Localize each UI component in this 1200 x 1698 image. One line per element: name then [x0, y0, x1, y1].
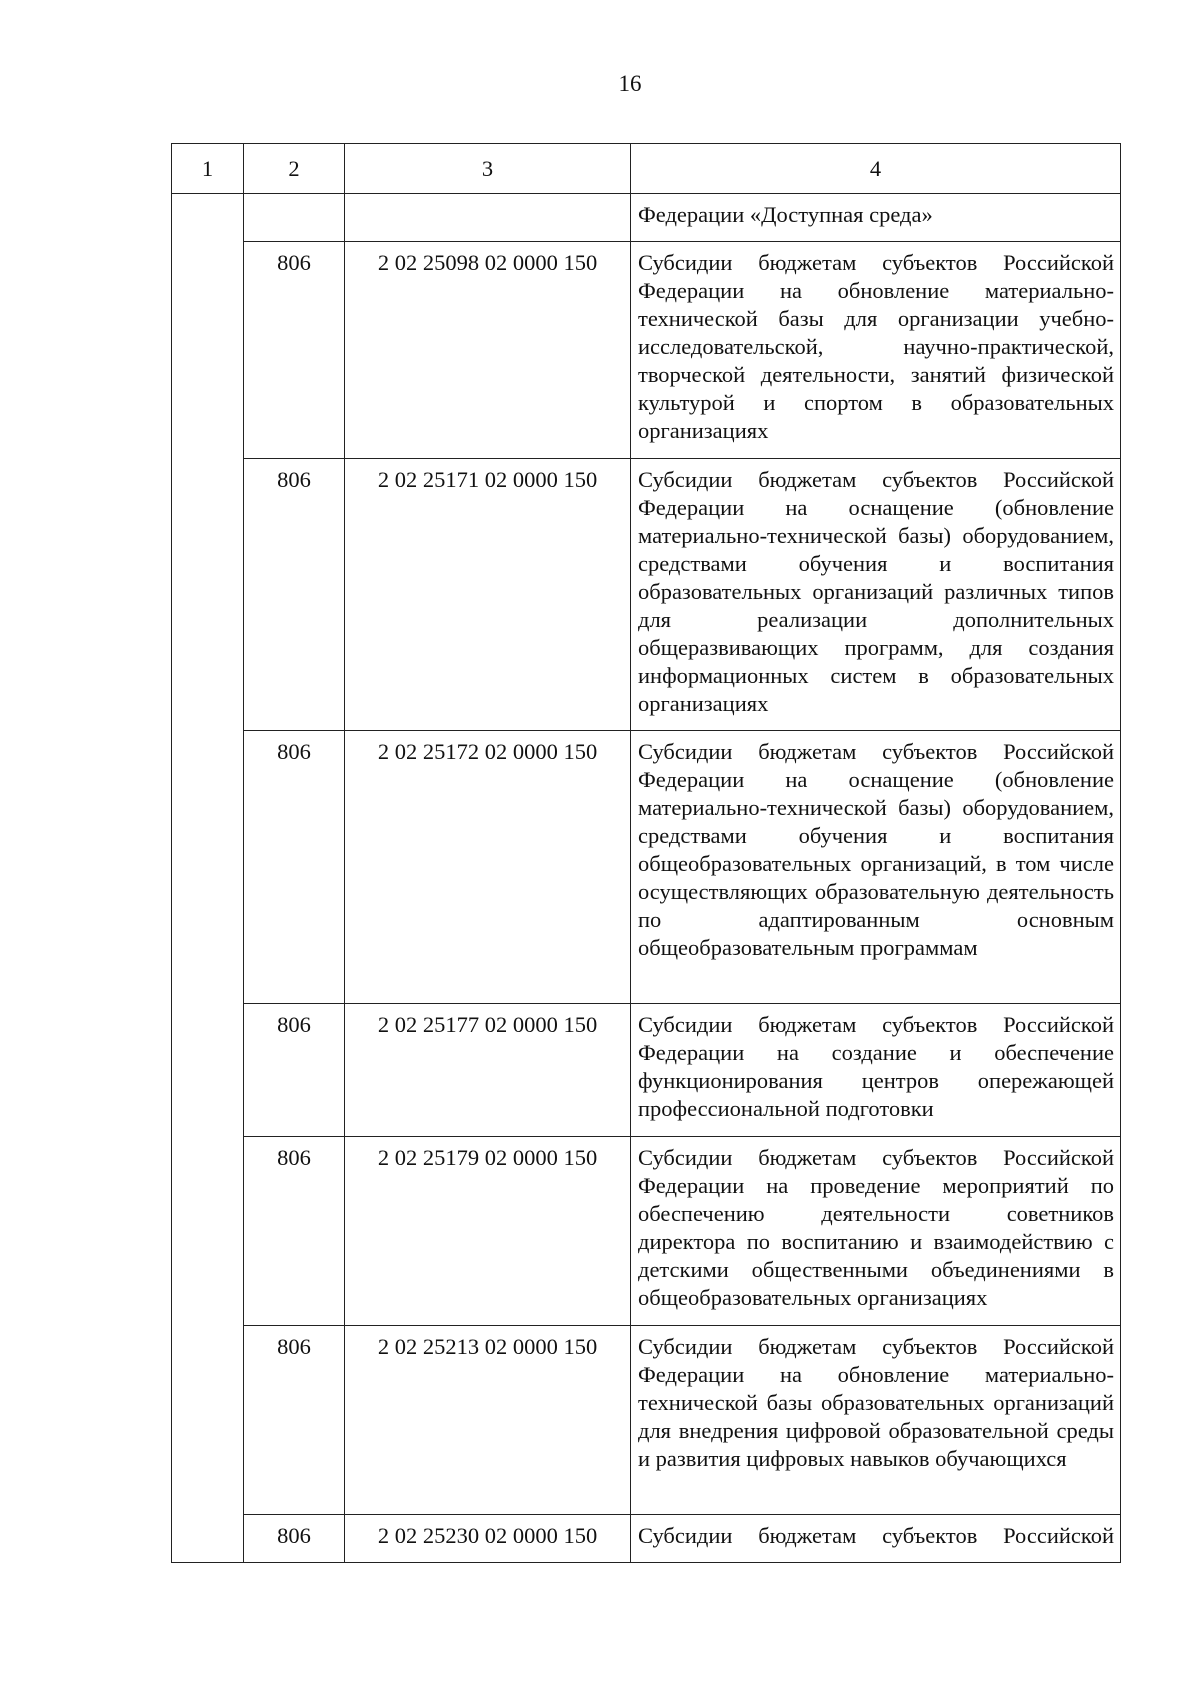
table-header-row: [172, 144, 1121, 194]
revenue-code-cell: [345, 194, 631, 242]
admin-code-cell: [244, 194, 345, 242]
revenue-code-cell: 2 02 25177 02 0000 150: [345, 1004, 631, 1137]
description-cell: Субсидии бюджетам субъектов Российской Федерации на оснащение (обновление материально-технической базы) оборудованием, средствами обучения и воспитания общеобразовательных организаций, в том числе осуществляющих образовательную деятельность по адаптированным основным общеобразовательным программам: [631, 731, 1121, 1004]
page-number: 16: [618, 71, 642, 96]
budget-classification-table: [171, 143, 1121, 1563]
revenue-code-cell: 2 02 25179 02 0000 150: [345, 1137, 631, 1326]
column-header-2: 2: [244, 144, 345, 194]
admin-code-cell: 806: [244, 1004, 345, 1137]
table-row: [172, 459, 1121, 731]
table-row: [172, 1515, 1121, 1563]
column-header-3: 3: [345, 144, 631, 194]
revenue-code-cell: 2 02 25172 02 0000 150: [345, 731, 631, 1004]
description-cell: Субсидии бюджетам субъектов Российской Федерации на создание и обеспечение функционирования центров опережающей профессиональной подготовки: [631, 1004, 1121, 1137]
admin-code-cell: 806: [244, 242, 345, 459]
admin-code-cell: 806: [244, 731, 345, 1004]
revenue-code-cell: 2 02 25230 02 0000 150: [345, 1515, 631, 1563]
revenue-code-cell: 2 02 25213 02 0000 150: [345, 1326, 631, 1515]
admin-code-cell: 806: [244, 1137, 345, 1326]
table-row: [172, 242, 1121, 459]
table-row: [172, 1326, 1121, 1515]
table-row: [172, 1137, 1121, 1326]
description-cell: Субсидии бюджетам субъектов Российской Федерации на оснащение (обновление материально-технической базы) оборудованием, средствами обучения и воспитания образовательных организаций различных типов для реализации дополнительных общеразвивающих программ, для создания информационных систем в образовательных организациях: [631, 459, 1121, 731]
column-header-1: 1: [172, 144, 244, 194]
table-row: [172, 1004, 1121, 1137]
description-cell: Субсидии бюджетам субъектов Российской: [631, 1515, 1121, 1563]
admin-code-cell: 806: [244, 1326, 345, 1515]
admin-code-cell: 806: [244, 1515, 345, 1563]
merged-empty-cell: [172, 194, 244, 1563]
revenue-code-cell: 2 02 25098 02 0000 150: [345, 242, 631, 459]
table-row: [172, 194, 1121, 242]
revenue-code-cell: 2 02 25171 02 0000 150: [345, 459, 631, 731]
admin-code-cell: 806: [244, 459, 345, 731]
description-cell: Федерации «Доступная среда»: [631, 194, 1121, 242]
table-row: [172, 731, 1121, 1004]
description-cell: Субсидии бюджетам субъектов Российской Федерации на проведение мероприятий по обеспечению деятельности советников директора по воспитанию и взаимодействию с детскими общественными объединениями в общеобразовательных организациях: [631, 1137, 1121, 1326]
column-header-4: 4: [631, 144, 1121, 194]
description-cell: Субсидии бюджетам субъектов Российской Федерации на обновление материально-технической базы для организации учебно-исследовательской, научно-практической, творческой деятельности, занятий физической культурой и спортом в образовательных организациях: [631, 242, 1121, 459]
description-cell: Субсидии бюджетам субъектов Российской Федерации на обновление материально-технической базы образовательных организаций для внедрения цифровой образовательной среды и развития цифровых навыков обучающихся: [631, 1326, 1121, 1515]
